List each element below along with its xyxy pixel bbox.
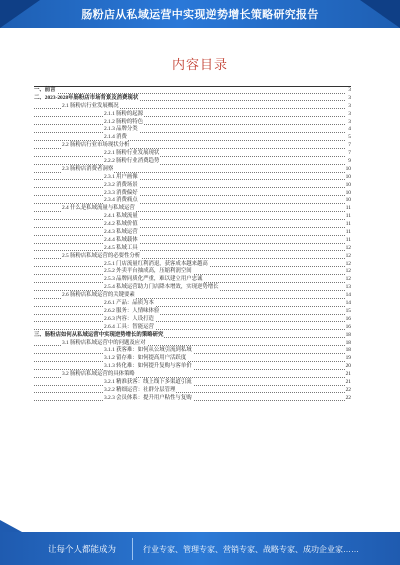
toc-entry-page: 9	[348, 158, 351, 165]
toc-entry-label: 2.1.2 肠粉的特色	[104, 118, 144, 125]
toc-entry[interactable]	[34, 221, 351, 229]
toc-entry[interactable]	[34, 158, 351, 166]
table-of-contents	[34, 86, 351, 403]
toc-entry-page: 11	[345, 236, 351, 243]
toc-entry-page: 14	[345, 292, 351, 299]
toc-leader-dots	[34, 93, 345, 94]
toc-entry-page: 22	[345, 386, 351, 393]
header-banner	[0, 0, 400, 28]
toc-entry[interactable]	[34, 119, 351, 127]
toc-entry-page: 10	[345, 181, 351, 188]
toc-entry-page: 10	[345, 189, 351, 196]
toc-entry-label: 2.6.4 工具：智能运营	[104, 323, 154, 330]
toc-entry-label: 2.1.1 肠粉的起源	[104, 110, 144, 117]
toc-entry[interactable]	[34, 229, 351, 237]
toc-entry-label: 2.3.2 消费场景	[104, 181, 138, 188]
toc-entry-label: 2.4 什么是私域流量与私域运营	[62, 205, 135, 212]
toc-entry[interactable]	[34, 166, 351, 174]
toc-entry[interactable]	[34, 205, 351, 213]
toc-entry[interactable]	[34, 363, 351, 371]
toc-leader-dots	[34, 164, 345, 165]
toc-entry-page: 12	[345, 252, 351, 259]
toc-entry[interactable]	[34, 237, 351, 245]
toc-entry[interactable]	[34, 308, 351, 316]
toc-entry-label: 2.6 肠粉店私域运营的关键要素	[62, 292, 135, 299]
toc-entry-page: 10	[345, 197, 351, 204]
toc-leader-dots	[34, 187, 345, 188]
toc-entry[interactable]	[34, 292, 351, 300]
toc-heading: 内容目录	[171, 57, 228, 72]
toc-entry[interactable]	[34, 213, 351, 221]
toc-entry-page: 3	[348, 110, 351, 117]
toc-entry[interactable]	[34, 332, 351, 340]
toc-entry-label: 2.5.4 私域运营助力门店降本增效，实现逆势增长	[104, 284, 219, 291]
toc-entry-label: 3.1.3 转化难：如何提升复购与客单价	[104, 363, 192, 370]
toc-entry-page: 4	[348, 126, 351, 133]
toc-leader-dots	[34, 219, 345, 220]
toc-entry[interactable]	[34, 371, 351, 379]
toc-entry[interactable]	[34, 300, 351, 308]
toc-entry-page: 16	[345, 315, 351, 322]
toc-entry[interactable]	[34, 126, 351, 134]
toc-entry-page: 3	[348, 102, 351, 109]
toc-entry-page: 7	[348, 150, 351, 157]
toc-entry[interactable]	[34, 86, 351, 95]
toc-entry-label: 2.1.4 消费	[104, 134, 127, 141]
toc-entry-label: 二、2023-2028年肠粉店市场背景及消费现状	[34, 94, 139, 101]
toc-entry[interactable]	[34, 284, 351, 292]
toc-entry-page: 22	[345, 394, 351, 401]
toc-entry-page: 21	[345, 371, 351, 378]
page-corner-decoration	[0, 520, 22, 532]
toc-leader-dots	[34, 392, 345, 393]
toc-leader-dots	[34, 116, 345, 117]
toc-entry-page: 12	[345, 276, 351, 283]
toc-entry[interactable]	[34, 95, 351, 103]
toc-entry[interactable]	[34, 387, 351, 395]
toc-entry-label: 2.2 肠粉店行业市场现状分析	[62, 142, 130, 149]
toc-leader-dots	[34, 361, 345, 362]
toc-entry[interactable]	[34, 324, 351, 332]
toc-entry-label: 2.4.4 私域载体	[104, 236, 138, 243]
toc-leader-dots	[34, 321, 345, 322]
toc-entry[interactable]	[34, 261, 351, 269]
toc-entry[interactable]	[34, 150, 351, 158]
toc-entry-label: 2.3.4 消费痛点	[104, 197, 138, 204]
toc-entry-page: 16	[345, 323, 351, 330]
toc-entry-page: 21	[345, 378, 351, 385]
toc-entry[interactable]	[34, 347, 351, 355]
toc-entry-label: 3.1.1 获客难：如何从公域引流到私域	[104, 347, 192, 354]
toc-entry-page: 13	[345, 284, 351, 291]
toc-leader-dots	[34, 140, 345, 141]
toc-leader-dots	[34, 227, 345, 228]
toc-entry-page: 18	[345, 347, 351, 354]
toc-entry-label: 2.4.3 私域运营	[104, 229, 138, 236]
toc-entry[interactable]	[34, 395, 351, 403]
toc-entry-page: 11	[345, 213, 351, 220]
toc-entry-label: 2.4.5 私域工具	[104, 244, 138, 251]
toc-entry[interactable]	[34, 182, 351, 190]
toc-entry-page: 14	[345, 300, 351, 307]
toc-leader-dots	[34, 306, 345, 307]
toc-entry-label: 2.3 肠粉店消费者洞察	[62, 165, 114, 172]
toc-entry-label: 2.4.1 私域流量	[104, 213, 138, 220]
toc-entry-page: 15	[345, 307, 351, 314]
toc-entry[interactable]	[34, 379, 351, 387]
toc-entry-page: 7	[348, 142, 351, 149]
toc-entry[interactable]	[34, 174, 351, 182]
toc-entry-label: 2.1.3 品牌分类	[104, 126, 138, 133]
toc-entry-label: 2.3.1 用户画像	[104, 173, 138, 180]
toc-entry-label: 2.4.2 私域价值	[104, 221, 138, 228]
toc-entry-label: 3.1.2 留存难：如何提高用户活跃度	[104, 355, 187, 362]
toc-entry-page: 10	[345, 165, 351, 172]
toc-entry-page: 11	[345, 229, 351, 236]
toc-entry[interactable]	[34, 190, 351, 198]
toc-entry-label: 2.2.2 肠粉行业消费趋势	[104, 158, 160, 165]
toc-entry-label: 2.5.2 外卖平台抽成高，压缩利润空间	[104, 268, 192, 275]
toc-leader-dots	[34, 250, 345, 251]
toc-entry-page: 3	[348, 94, 351, 101]
toc-entry[interactable]	[34, 111, 351, 119]
footer-roles: 行业专家、管理专家、营销专家、战略专家、成功企业家……	[143, 545, 359, 554]
toc-entry-label: 2.3.3 消费偏好	[104, 189, 138, 196]
toc-entry-page: 3	[348, 87, 351, 93]
toc-entry-page: 12	[345, 260, 351, 267]
toc-entry[interactable]	[34, 253, 351, 261]
footer-banner	[0, 532, 400, 565]
toc-entry-label: 2.5 肠粉店私域运营的必要性分析	[62, 252, 141, 259]
toc-entry-page: 18	[345, 331, 351, 338]
toc-entry[interactable]	[34, 340, 351, 348]
toc-leader-dots	[34, 314, 345, 315]
toc-leader-dots	[34, 124, 345, 125]
toc-entry-page: 12	[345, 244, 351, 251]
toc-entry-label: 2.5.3 品牌同质化严重，难以建立用户忠诚	[104, 276, 203, 283]
toc-entry-label: 2.6.3 内容：人设打造	[104, 315, 154, 322]
toc-entry-page: 3	[348, 118, 351, 125]
toc-entry[interactable]	[34, 142, 351, 150]
toc-entry-label: 3.2.3 会员体系：提升用户粘性与复购	[104, 394, 192, 401]
footer-divider	[132, 538, 133, 560]
toc-entry-page: 11	[345, 205, 351, 212]
toc-leader-dots	[34, 132, 345, 133]
toc-entry[interactable]	[34, 103, 351, 111]
toc-entry-page: 10	[345, 173, 351, 180]
toc-entry-label: 2.6.1 产品：品质为本	[104, 300, 154, 307]
footer-slogan: 让每个人都能成为	[48, 544, 117, 554]
toc-leader-dots	[34, 243, 345, 244]
toc-entry-page: 19	[345, 355, 351, 362]
toc-entry-label: 2.1 肠粉店行业发展概况	[62, 102, 119, 109]
toc-entry-label: 2.6.2 服务：人情味体验	[104, 307, 160, 314]
toc-entry-page: 5	[348, 134, 351, 141]
toc-entry-page: 12	[345, 268, 351, 275]
toc-entry-page: 11	[345, 221, 351, 228]
toc-entry-label: 2.5.1 门店流量红利消退，获客成本越来越高	[104, 260, 208, 267]
toc-entry[interactable]	[34, 316, 351, 324]
toc-leader-dots	[34, 235, 345, 236]
toc-entry-label: 3.2.2 精细运营：社群分层管理	[104, 386, 176, 393]
toc-leader-dots	[34, 329, 345, 330]
toc-entry-label: 3.1 肠粉店私域运营中的问题及应对	[62, 339, 146, 346]
toc-entry[interactable]	[34, 245, 351, 253]
toc-leader-dots	[34, 203, 345, 204]
toc-entry[interactable]	[34, 355, 351, 363]
toc-entry-label: 一、前言	[34, 87, 56, 93]
toc-entry-label: 2.2.1 肠粉行业发展现状	[104, 150, 160, 157]
toc-leader-dots	[34, 195, 345, 196]
toc-entry-page: 20	[345, 363, 351, 370]
toc-entry-label: 三、肠粉店如何从私域运营中实现逆势增长的策略研究	[34, 331, 164, 338]
toc-leader-dots	[34, 179, 345, 180]
toc-entry-page: 18	[345, 339, 351, 346]
toc-entry-label: 3.2.1 精准获客：线上线下多渠道引流	[104, 378, 192, 385]
document-title: 肠粉店从私域运营中实现逆势增长策略研究报告	[81, 9, 319, 21]
toc-leader-dots	[34, 156, 345, 157]
toc-entry-label: 3.2 肠粉店私域运营的具体策略	[62, 371, 135, 378]
